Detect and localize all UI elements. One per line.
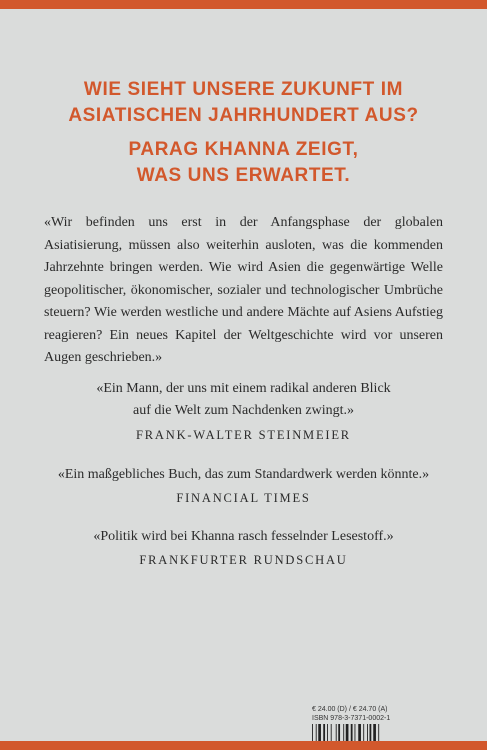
review-quote-line: auf die Welt zum Nachdenken zwingt.» — [133, 403, 354, 418]
review-source-financial-times: FINANCIAL TIMES — [176, 491, 311, 505]
review-quote-line: «Ein Mann, der uns mit einem radikal anderen Blick — [96, 381, 391, 396]
headline-question-line2: ASIATISCHEN JAHRHUNDERT AUS? — [68, 105, 419, 126]
review-source-frankfurter-rundschau: FRANKFURTER RUNDSCHAU — [139, 553, 348, 567]
headline-answer-line2: WAS UNS ERWARTET. — [136, 165, 351, 186]
bottom-accent-bar — [0, 741, 487, 750]
headline-answer-line1: PARAG KHANNA ZEIGT, — [128, 139, 359, 160]
headline-answer — [40, 137, 447, 189]
price-label: € 24.00 (D) / € 24.70 (A) — [312, 706, 388, 713]
headline-question-line1: WIE SIEHT UNSERE ZUKUNFT IM — [83, 79, 404, 100]
intro-quote: «Wir befinden uns erst in der Anfangsphase der globalen Asiatisierung, müssen also weiterhin ausloten, was die kommenden Jahrzehnte bringen werden. Wie wird Asien die gegenwärtige Welle geopolitischer, ökonomischer, sozialer und technologischer Umbrüche steuern? Wie werden westliche und andere Mächte auf Asiens Aufstieg reagieren? Ein neues Kapitel der Weltgeschichte wird vor unseren Augen geschrieben.» — [44, 215, 443, 365]
review-quote-steinmeier — [40, 378, 447, 422]
review-quote-frankfurter-rundschau: «Politik wird bei Khanna rasch fesselnder Lesestoff.» — [93, 529, 394, 544]
review-quote-financial-times: «Ein maßgebliches Buch, das zum Standardwerk werden könnte.» — [57, 467, 430, 482]
headline-question — [40, 77, 447, 129]
price-isbn-block — [312, 706, 390, 723]
review-source-steinmeier: FRANK-WALTER STEINMEIER — [136, 428, 351, 442]
barcode-icon — [312, 724, 402, 741]
isbn-label: ISBN 978-3-7371-0002-1 — [312, 714, 391, 722]
top-accent-bar — [0, 0, 487, 9]
